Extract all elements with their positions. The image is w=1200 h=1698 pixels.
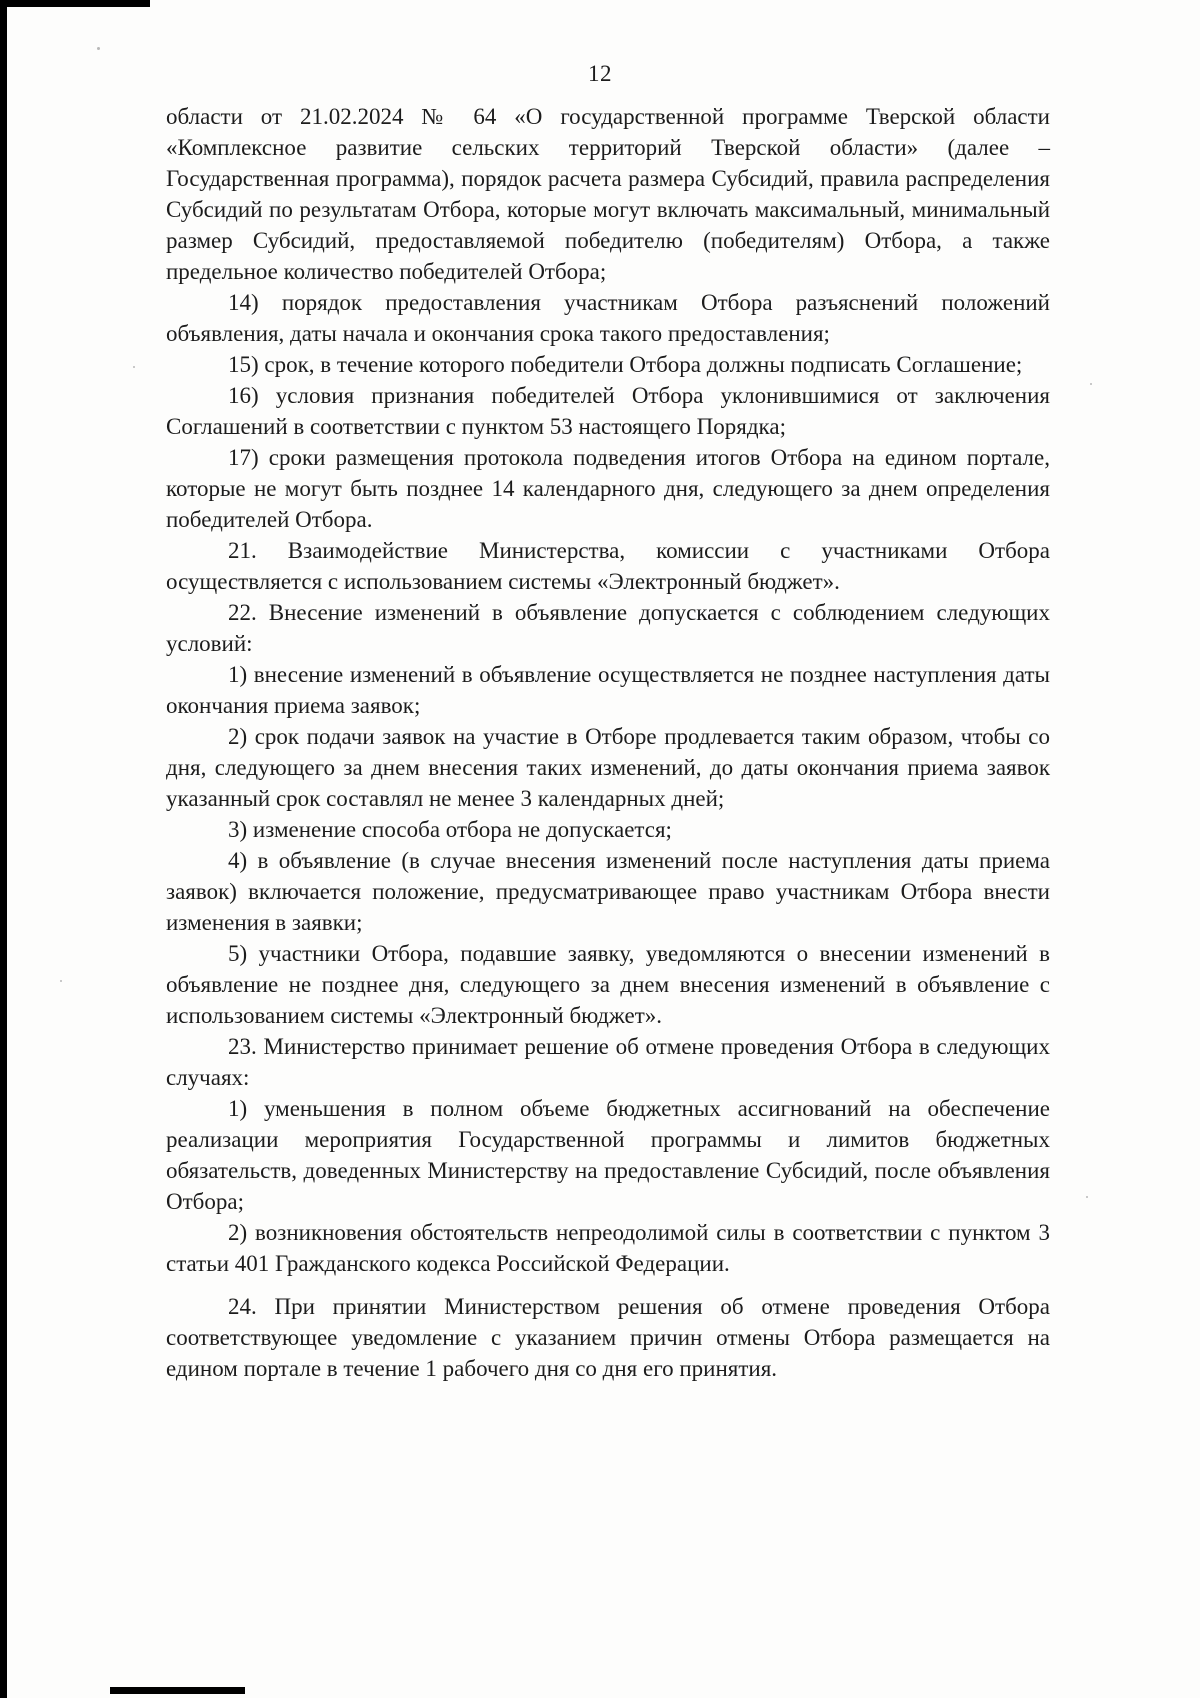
- paragraph-continuation: области от 21.02.2024 № 64 «О государственной программе Тверской области «Комплексное развитие сельских территорий Тверской области» (далее – Государственная программа), порядок расчета размера Субсидий, правила распределения Субсидий по результатам Отбора, которые могут включать максимальный, минимальный размер Субсидий, предоставляемой победителю (победителям) Отбора, а также предельное количество победителей Отбора;: [166, 104, 1050, 284]
- paragraph-subitem-2: 2) срок подачи заявок на участие в Отборе продлевается таким образом, чтобы со дня, следующего за днем внесения таких изменений, до даты окончания приема заявок указанный срок составлял не менее 3 календарных дней;: [166, 724, 1050, 811]
- scan-artifact-top-edge: [0, 0, 150, 7]
- page-number: 12: [588, 61, 612, 86]
- document-body: [166, 101, 1050, 1384]
- scan-speck: [97, 47, 100, 50]
- paragraph-item-15: 15) срок, в течение которого победители Отбора должны подписать Соглашение;: [228, 352, 1023, 377]
- paragraph-clause-21: 21. Взаимодействие Министерства, комиссии с участниками Отбора осуществляется с использованием системы «Электронный бюджет».: [166, 538, 1050, 594]
- paragraph-item-14: 14) порядок предоставления участникам Отбора разъяснений положений объявления, даты начала и окончания срока такого предоставления;: [166, 290, 1050, 346]
- paragraph-item-17: 17) сроки размещения протокола подведения итогов Отбора на едином портале, которые не могут быть позднее 14 календарного дня, следующего за днем определения победителей Отбора.: [166, 445, 1050, 532]
- paragraph-subitem-5: 5) участники Отбора, подавшие заявку, уведомляются о внесении изменений в объявление не позднее дня, следующего за днем внесения изменений в объявление с использованием системы «Электронный бюджет».: [166, 941, 1050, 1028]
- scan-artifact-left-edge: [0, 0, 7, 1698]
- paragraph-item-16: 16) условия признания победителей Отбора уклонившимися от заключения Соглашений в соответствии с пунктом 53 настоящего Порядка;: [166, 383, 1050, 439]
- paragraph-subitem-1: 1) внесение изменений в объявление осуществляется не позднее наступления даты окончания приема заявок;: [166, 662, 1050, 718]
- paragraph-subitem-1b: 1) уменьшения в полном объеме бюджетных ассигнований на обеспечение реализации мероприятия Государственной программы и лимитов бюджетных обязательств, доведенных Министерству на предоставление Субсидий, после объявления Отбора;: [166, 1096, 1050, 1214]
- paragraph-subitem-3: 3) изменение способа отбора не допускается;: [228, 817, 672, 842]
- paragraph-clause-23: 23. Министерство принимает решение об отмене проведения Отбора в следующих случаях:: [166, 1034, 1050, 1090]
- paragraph-subitem-2b: 2) возникновения обстоятельств непреодолимой силы в соответствии с пунктом 3 статьи 401 Гражданского кодекса Российской Федерации.: [166, 1220, 1050, 1276]
- scan-speck: [60, 980, 62, 982]
- scan-speck: [1090, 383, 1092, 385]
- scan-speck: [133, 366, 135, 368]
- paragraph-subitem-4: 4) в объявление (в случае внесения изменений после наступления даты приема заявок) включается положение, предусматривающее право участникам Отбора внести изменения в заявки;: [166, 848, 1050, 935]
- paragraph-clause-22: 22. Внесение изменений в объявление допускается с соблюдением следующих условий:: [166, 600, 1050, 656]
- scan-speck: [1086, 1196, 1088, 1198]
- paragraph-clause-24: 24. При принятии Министерством решения об отмене проведения Отбора соответствующее уведомление с указанием причин отмены Отбора размещается на едином портале в течение 1 рабочего дня со дня его принятия.: [166, 1294, 1050, 1381]
- scan-artifact-bottom-mark: [110, 1687, 245, 1694]
